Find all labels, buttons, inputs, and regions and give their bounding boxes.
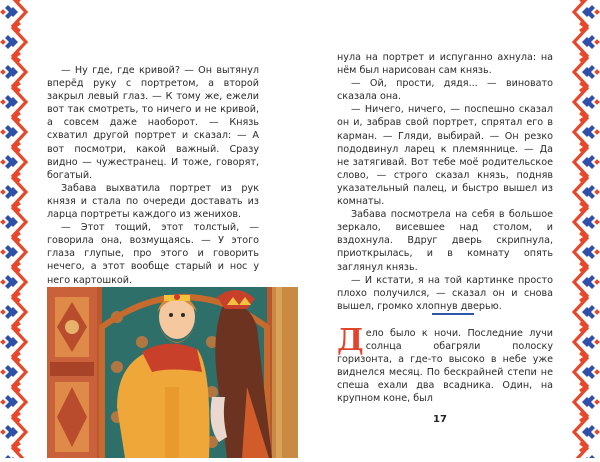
folk-ornament-border-left-icon	[0, 0, 30, 458]
section-separator	[432, 313, 474, 315]
paragraph: — Ой, прости, дядя... — виновато сказала она.	[337, 78, 553, 103]
right-page-text	[337, 51, 553, 313]
drop-cap: Д	[337, 323, 364, 358]
page-number: 17	[433, 414, 447, 425]
paragraph: Забава посмотрела на себя в большое зеркало, висевшее над столом, и вздохнула. Вдруг дверь скрипнула, приоткрылась, и в комнату опять заглянул князь.	[337, 209, 553, 273]
paragraph: нула на портрет и испуганно ахнула: на нём был нарисован сам князь.	[337, 52, 553, 77]
paragraph: — И кстати, я на той картинке просто плохо получился, — сказал он и снова вышел, громко хлопнув дверью.	[337, 274, 553, 312]
paragraph: — Этот тощий, этот толстый, — говорила она, возмущаясь. — У этого глаза глупые, про этого и говорить нечего, а этот вообще старый и нос у него картошкой.	[47, 222, 259, 286]
paragraph: — Ну где, где кривой? — Он вытянул вперёд руку с портретом, а второй закрыл левый глаз. — К тому же, ежели вот так смотреть, то ничего и не кривой, а совсем даже наоборот. — Князь схватил другой портрет и сказал: — А вот посмотри, какой важный. Сразу видно — чужестранец. И тоже, говорят, богатый.	[47, 65, 259, 181]
folk-ornament-border-right-icon	[570, 0, 600, 458]
left-page	[30, 0, 300, 458]
new-section-text	[337, 323, 553, 406]
right-page	[300, 0, 570, 458]
story-illustration	[47, 287, 298, 458]
paragraph: ело было к ночи. Последние лучи солнца обагряли полоску горизонта, а где-то высоко в небе уже виднелся месяц. По бескрайней степи не спеша ехали два всадника. Один, на крупном коне, был	[337, 328, 553, 405]
paragraph: — Ничего, ничего, — поспешно сказал он и, забрав свой портрет, спрятал его в карман. — Гляди, выбирай. — Он резко пододвинул ларец к племяннице. — Да не затягивай. Вот тебе моё родительское слово, — строго сказал князь, подняв указательный палец, и быстро вышел из комнаты.	[337, 104, 553, 208]
paragraph: Забава выхватила портрет из рук князя и стала по очереди доставать из ларца портреты каждого из женихов.	[47, 182, 259, 221]
